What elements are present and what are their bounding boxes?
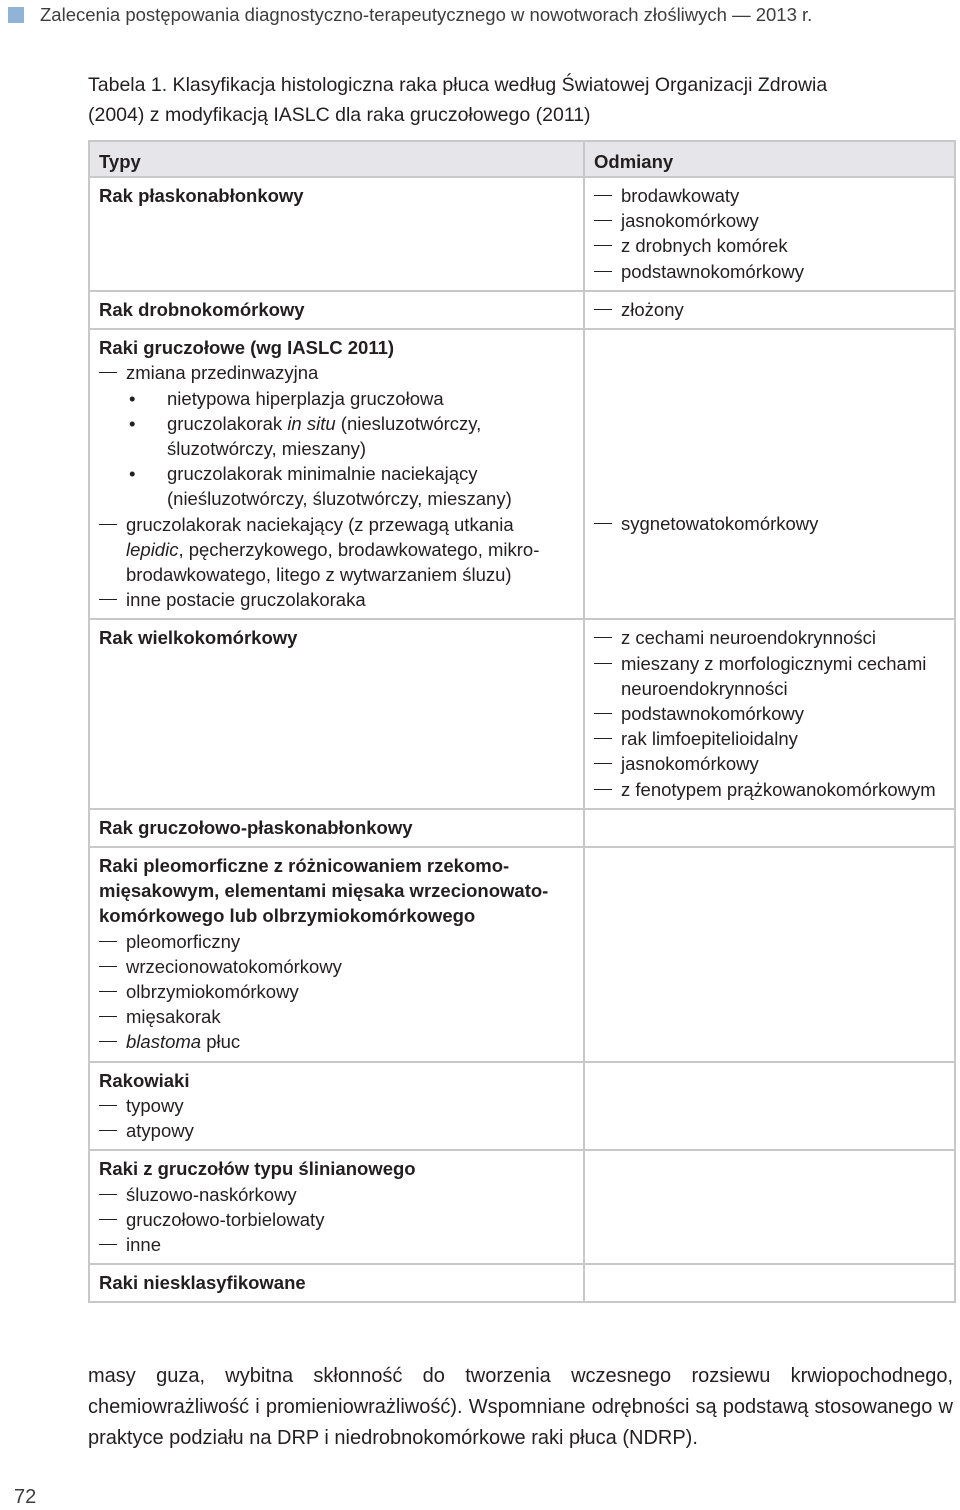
table-row [89,329,955,619]
table-header-row [89,141,955,177]
type-name: Raki niesklasyfikowane [99,1272,306,1294]
type-cell [89,329,584,619]
dash-mark [99,1041,117,1042]
bullet-item: • nietypowa hiperplazja gruczołowa [99,386,574,411]
dash-mark [99,1219,117,1220]
variant-item: złożony [594,297,945,322]
variant-item: rak limfoepitelioidalny [594,726,945,751]
header-types: Typy [89,141,584,177]
variant-item: sygnetowatokomórkowy [594,511,945,536]
dash-mark [594,309,612,310]
subtype-item: blastoma płuc [99,1029,574,1054]
subtype-item: zmiana przedinwazyjna [99,360,574,385]
variant-continuation: neuroendokrynności [621,677,788,699]
table-row [89,291,955,329]
type-name: Raki z gruczołów typu ślinianowego [99,1158,416,1180]
body-paragraph: masy guza, wybitna skłonność do tworzenia wczesnego rozsiewu krwiopochodnego, chemiowrażliwość i promieniowrażliwość). Wspomniane odrębności są podstawą stosowanego w praktyce podziału na DRP i niedrobnokomórkowe raki płuca (NDRP). [88,1365,953,1449]
variants-cell [584,847,955,1062]
table-row [89,1150,955,1264]
table-title [88,70,953,130]
subtype-item: atypowy [99,1118,574,1143]
subtype-continuation: lepidic, pęcherzykowego, brodawkowatego, mikro- [126,538,540,560]
dash-mark [99,1194,117,1195]
table-row [89,847,955,1062]
subtype-item: inne [99,1232,574,1257]
table-row [89,1062,955,1151]
variant-item: z cechami neuroendokrynności [594,625,945,650]
dash-mark [594,220,612,221]
variant-item: podstawnokomórkowy [594,701,945,726]
variant-item: brodawkowaty [594,183,945,208]
type-cell [89,809,584,847]
dash-mark [594,271,612,272]
dash-mark [594,637,612,638]
table-row [89,177,955,291]
dash-mark [594,738,612,739]
subtype-item: inne postacie gruczolakoraka [99,587,574,612]
type-name: Rakowiaki [99,1069,190,1091]
dash-mark [594,245,612,246]
type-name: Rak gruczołowo-płaskonabłonkowy [99,816,413,838]
dash-mark [99,1244,117,1245]
running-head [8,4,953,26]
type-name: Rak wielkokomórkowy [99,627,298,649]
variants-cell [584,291,955,329]
subtype-item: śluzowo-naskórkowy [99,1182,574,1207]
dash-mark [594,763,612,764]
variants-cell [584,177,955,291]
dash-mark [99,1016,117,1017]
bullet-mark: • [129,412,136,434]
dash-mark [99,966,117,967]
type-cell [89,1062,584,1151]
variants-cell [584,619,955,808]
table-row [89,619,955,808]
subtype-item: gruczolakorak naciekający (z przewagą utkania [99,512,574,537]
type-name: Raki pleomorficzne z różnicowaniem rzekomo- [99,855,510,877]
type-cell [89,619,584,808]
type-cell [89,847,584,1062]
dash-mark [99,941,117,942]
dash-mark [99,991,117,992]
type-name: Raki gruczołowe (wg IASLC 2011) [99,337,395,359]
bullet-mark: • [129,463,136,485]
variants-cell [584,329,955,619]
dash-mark [594,789,612,790]
subtype-continuation: brodawkowatego, litego z wytwarzaniem śluzu) [126,564,512,586]
dash-mark [99,372,117,373]
variant-item: z fenotypem prążkowanokomórkowym [594,777,945,802]
subtype-item: olbrzymiokomórkowy [99,979,574,1004]
type-name: Rak drobnokomórkowy [99,299,305,320]
variants-cell [584,1062,955,1151]
dash-mark [99,599,117,600]
variant-item: jasnokomórkowy [594,751,945,776]
dash-mark [594,523,612,524]
bullet-item: • gruczolakorak in situ (niesluzotwórczy, [99,411,574,436]
variant-item: jasnokomórkowy [594,208,945,233]
dash-mark [594,195,612,196]
variant-item: z drobnych komórek [594,233,945,258]
variants-cell [584,1264,955,1302]
bullet-item: • gruczolakorak minimalnie naciekający [99,461,574,486]
subtype-item: pleomorficzny [99,929,574,954]
dash-mark [594,663,612,664]
running-head-text: Zalecenia postępowania diagnostyczno-terapeutycznego w nowotworach złośliwych — 2013 r. [40,4,813,25]
bullet-mark: • [129,387,136,409]
dash-mark [99,524,117,525]
subtype-item: typowy [99,1093,574,1118]
dash-mark [594,713,612,714]
page-number: 72 [14,1486,37,1508]
header-variants: Odmiany [584,141,955,177]
type-name: Rak płaskonabłonkowy [99,185,304,206]
variant-item: mieszany z morfologicznymi cechami [594,651,945,676]
type-cell [89,291,584,329]
type-cell [89,1150,584,1264]
type-name-continuation: mięsakowym, elementami mięsaka wrzecionowato- [99,880,549,902]
subtype-item: gruczołowo-torbielowaty [99,1207,574,1232]
section-marker-square [8,7,24,23]
variants-cell [584,809,955,847]
dash-mark [99,1130,117,1131]
histology-table [88,140,956,1303]
variant-item: podstawnokomórkowy [594,259,945,284]
table-title-line-1: Tabela 1. Klasyfikacja histologiczna raka płuca według Światowej Organizacji Zdrowia [88,74,828,96]
subtype-item: mięsakorak [99,1004,574,1029]
type-cell [89,1264,584,1302]
variants-cell [584,1150,955,1264]
subtype-item: wrzecionowatokomórkowy [99,954,574,979]
dash-mark [99,1105,117,1106]
bullet-continuation: śluzotwórczy, mieszany) [167,438,367,460]
type-name-continuation: komórkowego lub olbrzymiokomórkowego [99,905,476,927]
table-title-line-2: (2004) z modyfikacją IASLC dla raka gruczołowego (2011) [88,104,591,126]
type-cell [89,177,584,291]
table-row [89,809,955,847]
table-row [89,1264,955,1302]
bullet-continuation: (nieśluzotwórczy, śluzotwórczy, mieszany) [167,488,512,510]
